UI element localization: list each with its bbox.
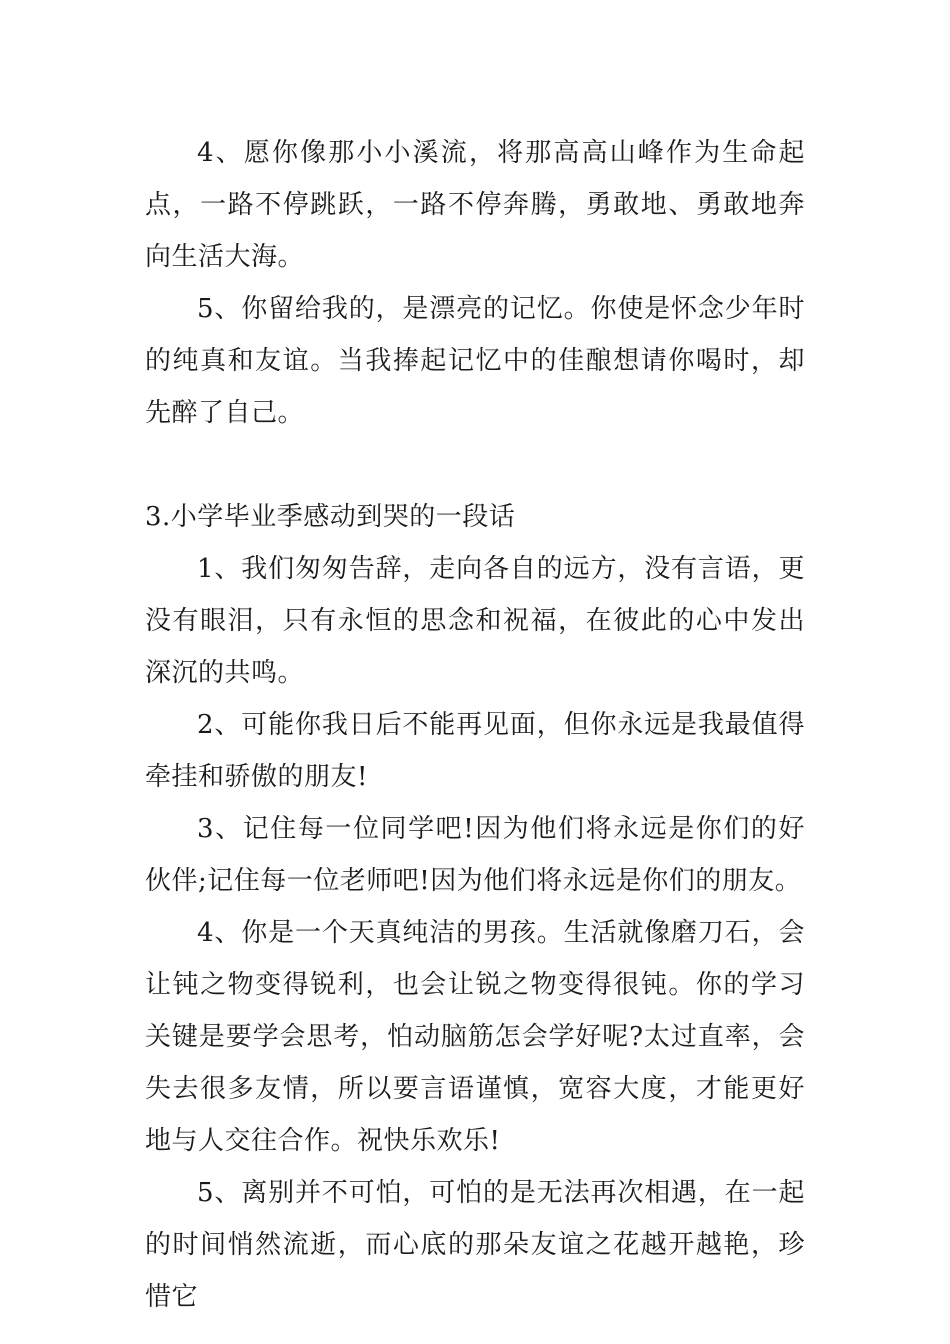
section-heading: 3.小学毕业季感动到哭的一段话 (145, 502, 516, 532)
section3-item-1: 1、我们匆匆告辞，走向各自的远方，没有言语，更没有眼泪，只有永恒的思念和祝福，在彼此的心中发出深沉的共鸣。 (145, 554, 805, 688)
document-body (145, 127, 805, 1323)
section3-item-2: 2、可能你我日后不能再见面，但你永远是我最值得牵挂和骄傲的朋友! (145, 710, 805, 792)
section3-item-3: 3、记住每一位同学吧!因为他们将永远是你们的好伙伴;记住每一位老师吧!因为他们将永远是你们的朋友。 (145, 814, 805, 896)
section3-item-5: 5、离别并不可怕，可怕的是无法再次相遇，在一起的时间悄然流逝，而心底的那朵友谊之花越开越艳，珍惜它 (145, 1178, 805, 1312)
paragraph-item-4: 4、愿你像那小小溪流，将那高高山峰作为生命起点，一路不停跳跃，一路不停奔腾，勇敢地、勇敢地奔向生活大海。 (145, 138, 805, 272)
paragraph-item-5: 5、你留给我的，是漂亮的记忆。你使是怀念少年时的纯真和友谊。当我捧起记忆中的佳酿想请你喝时，却先醉了自己。 (145, 294, 805, 428)
section3-item-4: 4、你是一个天真纯洁的男孩。生活就像磨刀石，会让钝之物变得锐利，也会让锐之物变得很钝。你的学习关键是要学会思考，怕动脑筋怎会学好呢?太过直率，会失去很多友情，所以要言语谨慎，宽容大度，才能更好地与人交往合作。祝快乐欢乐! (145, 918, 805, 1156)
